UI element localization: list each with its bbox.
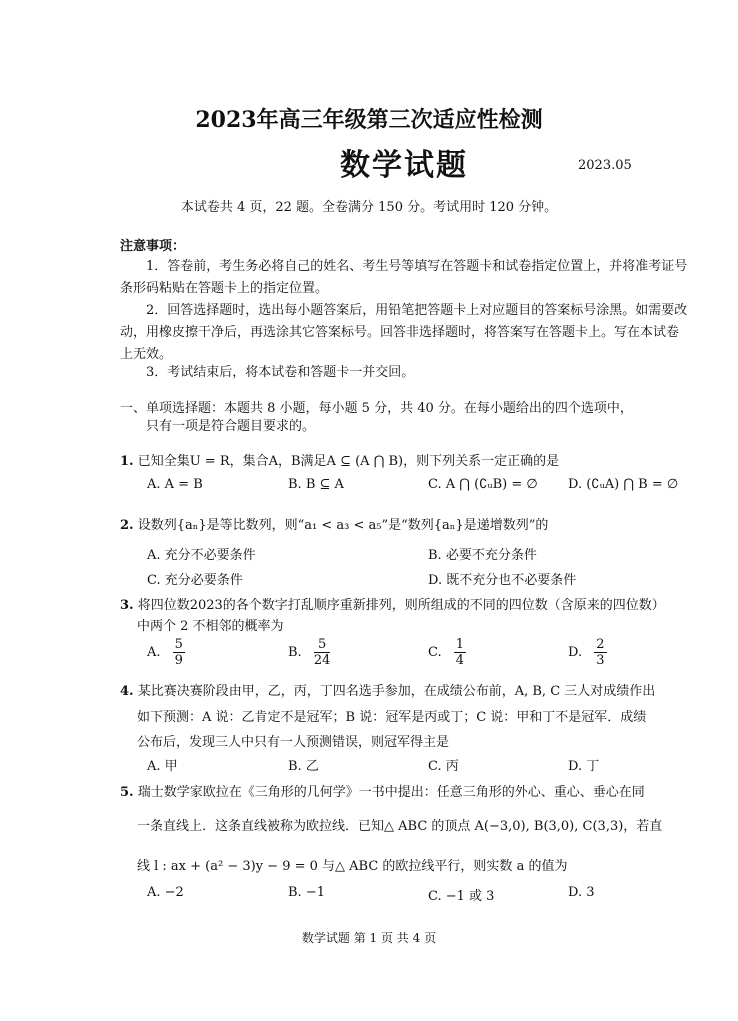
denominator: 3 bbox=[596, 653, 605, 668]
q2-option-c[interactable]: C. 充分必要条件 bbox=[147, 573, 243, 588]
q1-option-a[interactable]: A. A = B bbox=[147, 477, 203, 492]
q2-option-b[interactable]: B. 必要不充分条件 bbox=[428, 548, 537, 563]
question-5-line2: 一条直线上．这条直线被称为欧拉线．已知△ ABC 的顶点 A(−3,0), B(3,0), C(3,3)，若直 bbox=[137, 819, 663, 834]
denominator: 24 bbox=[313, 653, 331, 668]
fraction bbox=[454, 637, 466, 668]
q5-option-c[interactable]: C. −1 或 3 bbox=[428, 889, 495, 904]
question-stem: 设数列{aₙ}是等比数列，则“a₁ < a₃ < a₅”是“数列{aₙ}是递增数列”的 bbox=[137, 518, 549, 533]
denominator: 9 bbox=[174, 653, 183, 668]
option-label: B. bbox=[288, 645, 302, 660]
option-label: C. bbox=[428, 645, 442, 660]
question-number: 4. bbox=[120, 684, 134, 699]
section-heading-line2: 只有一项是符合题目要求的。 bbox=[146, 419, 316, 434]
question-stem: 瑞士数学家欧拉在《三角形的几何学》一书中提出：任意三角形的外心、重心、垂心在同 bbox=[137, 785, 645, 800]
q4-option-c[interactable]: C. 丙 bbox=[428, 759, 459, 774]
section-heading: 一、单项选择题：本题共 8 小题，每小题 5 分，共 40 分。在每小题给出的四个选项中， bbox=[120, 401, 633, 416]
denominator: 4 bbox=[455, 653, 465, 668]
question-number: 1. bbox=[120, 454, 134, 469]
question-number: 5. bbox=[120, 785, 134, 800]
q1-option-d[interactable]: D. (∁ᵤA) ⋂ B = ∅ bbox=[568, 477, 679, 492]
question-4 bbox=[120, 680, 655, 699]
numerator: 1 bbox=[455, 637, 465, 652]
question-4-line2: 如下预测：A 说：乙肯定不是冠军；B 说：冠军是丙或丁；C 说：甲和丁不是冠军．成绩 bbox=[137, 710, 647, 725]
notice-item-1: 1．答卷前，考生务必将自己的姓名、考生号等填写在答题卡和试卷指定位置上，并将准考证号条形码粘贴在答题卡上的指定位置。 bbox=[120, 259, 688, 296]
question-number: 3. bbox=[120, 598, 134, 613]
question-number: 2. bbox=[120, 518, 134, 533]
q5-option-a[interactable]: A. −2 bbox=[147, 885, 184, 900]
question-5-line3: 线 l : ax + (a² − 3)y − 9 = 0 与△ ABC 的欧拉线平行，则实数 a 的值为 bbox=[137, 859, 568, 874]
fraction bbox=[173, 637, 185, 668]
q4-option-b[interactable]: B. 乙 bbox=[288, 759, 319, 774]
option-label: A. bbox=[147, 645, 161, 660]
exam-subtitle: 数学试题 bbox=[340, 148, 468, 183]
exam-title: 2023年高三年级第三次适应性检测 bbox=[195, 107, 543, 133]
question-2 bbox=[120, 514, 548, 533]
q4-option-a[interactable]: A. 甲 bbox=[147, 759, 178, 774]
q4-option-d[interactable]: D. 丁 bbox=[568, 759, 600, 774]
notice-item-2: 2．回答选择题时，选出每小题答案后，用铅笔把答题卡上对应题目的答案标号涂黑。如需要改动，用橡皮擦干净后，再选涂其它答案标号。回答非选择题时，将答案写在答题卡上。写在本试卷上无效。 bbox=[120, 303, 688, 362]
numerator: 2 bbox=[596, 637, 605, 652]
q1-option-b[interactable]: B. B ⊆ A bbox=[288, 477, 344, 492]
question-stem: 已知全集U = R，集合A，B满足A ⊆ (A ⋂ B)，则下列关系一定正确的是 bbox=[137, 454, 560, 469]
q2-option-d[interactable]: D. 既不充分也不必要条件 bbox=[428, 573, 577, 588]
option-label: D. bbox=[568, 645, 583, 660]
q1-option-c[interactable]: C. A ⋂ (∁ᵤB) = ∅ bbox=[428, 477, 538, 492]
q3-option-d[interactable] bbox=[568, 637, 607, 668]
q3-option-c[interactable] bbox=[428, 637, 466, 668]
fraction bbox=[594, 637, 606, 668]
q3-option-b[interactable] bbox=[288, 637, 330, 668]
exam-date: 2023.05 bbox=[578, 158, 632, 173]
q2-option-a[interactable]: A. 充分不必要条件 bbox=[147, 548, 256, 563]
question-stem: 某比赛决赛阶段由甲，乙，丙，丁四名选手参加，在成绩公布前，A, B, C 三人对成绩作出 bbox=[137, 684, 656, 699]
numerator: 5 bbox=[314, 637, 331, 653]
question-stem: 将四位数2023的各个数字打乱顺序重新排列，则所组成的不同的四位数（含原来的四位数） bbox=[137, 598, 665, 613]
question-3-line2: 中两个 2 不相邻的概率为 bbox=[137, 619, 284, 634]
question-4-line3: 公布后，发现三人中只有一人预测错误，则冠军得主是 bbox=[137, 735, 450, 750]
q3-option-a[interactable] bbox=[147, 637, 185, 668]
question-3 bbox=[120, 594, 665, 613]
question-1 bbox=[120, 450, 559, 469]
q5-option-b[interactable]: B. −1 bbox=[288, 885, 325, 900]
page-footer: 数学试题 第 1 页 共 4 页 bbox=[301, 931, 437, 945]
question-5 bbox=[120, 781, 645, 800]
q5-option-d[interactable]: D. 3 bbox=[568, 885, 595, 900]
notice-heading: 注意事项： bbox=[120, 239, 186, 254]
fraction bbox=[314, 637, 331, 668]
exam-intro: 本试卷共 4 页，22 题。全卷满分 150 分。考试用时 120 分钟。 bbox=[180, 200, 558, 215]
numerator: 5 bbox=[174, 637, 183, 652]
notice-item-3: 3．考试结束后，将本试卷和答题卡一并交回。 bbox=[146, 365, 415, 380]
